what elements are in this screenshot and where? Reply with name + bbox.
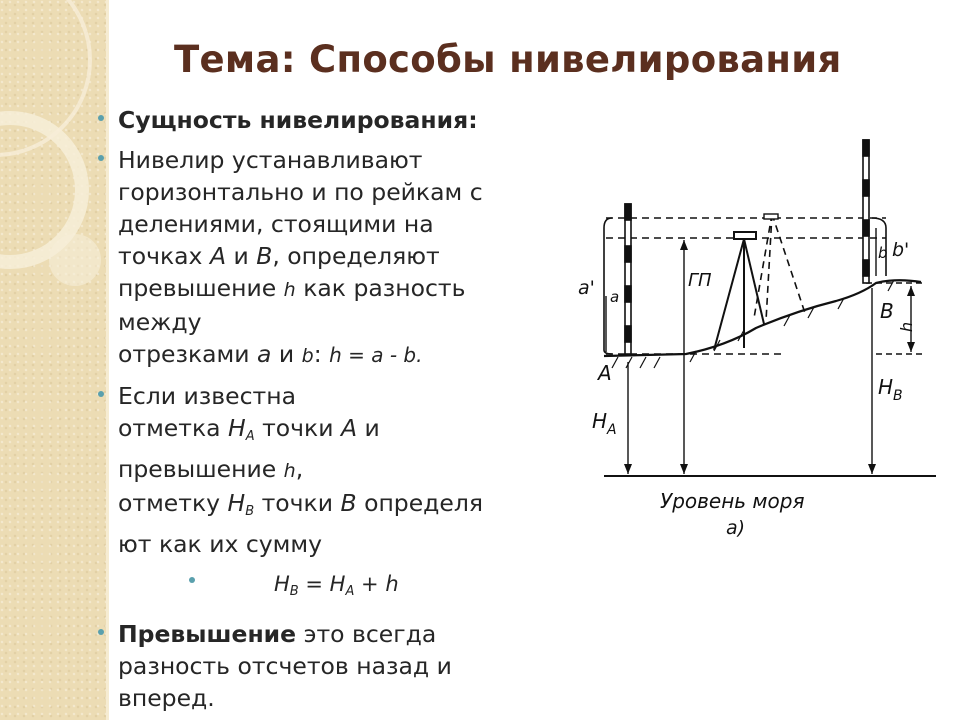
text-line: разность отсчетов назад и [118,652,452,680]
staff-rod-a [625,204,631,354]
text-line: Если известна [118,382,296,410]
text-fragment: точках [118,242,210,270]
leveling-diagram-svg [576,136,960,556]
label-gp: ГП [688,270,712,291]
text-line: Нивелир устанавливают [118,146,423,174]
label-HB: $Н_В$ [878,375,903,404]
text-line: вперед. [118,684,215,712]
label-a-prime: a' [578,277,595,299]
text-fragment: отрезками [118,340,258,368]
label-A: А [598,361,612,385]
elevation-formula: h = а - b. [329,343,423,367]
essence-heading: Сущность нивелирования: [118,106,478,134]
h-symbol: h [283,279,296,301]
bullet-level-description [98,144,568,372]
hb-symbol: $Н_В$ [227,489,255,519]
point-b-label: В [340,489,357,517]
elevation-term: Превышение [118,620,297,648]
a-symbol: а [257,340,272,368]
text-fragment: это всегда [296,620,437,648]
text-line: делениями, стоящими на [118,210,434,238]
label-HA: $Н_А$ [592,409,617,438]
text-fragment: , [295,455,304,483]
point-a-label: А [340,414,358,442]
staff-rod-b [863,140,869,283]
text-fragment: точки [254,414,341,442]
b-symbol: b [301,345,314,367]
text-fragment: : [313,340,330,368]
text-fragment: превышение [118,455,284,483]
sidebar-circles-ornament [0,0,106,720]
slide-title: Тема: Способы нивелирования [174,38,842,81]
label-a: a [610,288,620,306]
text-line: горизонтально и по рейкам с [118,178,483,206]
level-instrument-tripod [714,214,778,350]
bullet-list [98,104,568,722]
label-caption: а) [726,517,746,539]
label-B: В [880,299,894,323]
label-h: h [897,321,916,332]
text-fragment: и [271,340,302,368]
point-a-label: А [209,242,227,270]
text-fragment: как разность [295,274,466,302]
ha-symbol: $Н_А$ [228,414,255,444]
bullet-essence-heading [98,104,568,136]
h-symbol: h [283,460,296,482]
text-fragment: отметка [118,414,229,442]
label-b-prime: b' [892,239,910,261]
sum-formula: $Н_В = Н_А + h$ [274,572,399,599]
text-fragment: и [357,414,380,442]
text-fragment: и [226,242,257,270]
text-fragment: превышение [118,274,284,302]
point-b-label: В [256,242,273,270]
decorative-sidebar [0,0,106,720]
text-line: ют как их сумму [118,530,323,558]
bullet-known-elevation [98,380,568,560]
label-b: b [878,244,888,262]
leveling-diagram [576,136,960,556]
bullet-elevation-definition [98,618,568,714]
text-fragment: , определяют [272,242,440,270]
bullet-sum-formula [98,568,568,608]
text-line: отметку $Н_В$ точки В определя [118,489,484,519]
label-sea-level: Уровень моря [660,489,805,513]
text-line: между [118,308,202,336]
